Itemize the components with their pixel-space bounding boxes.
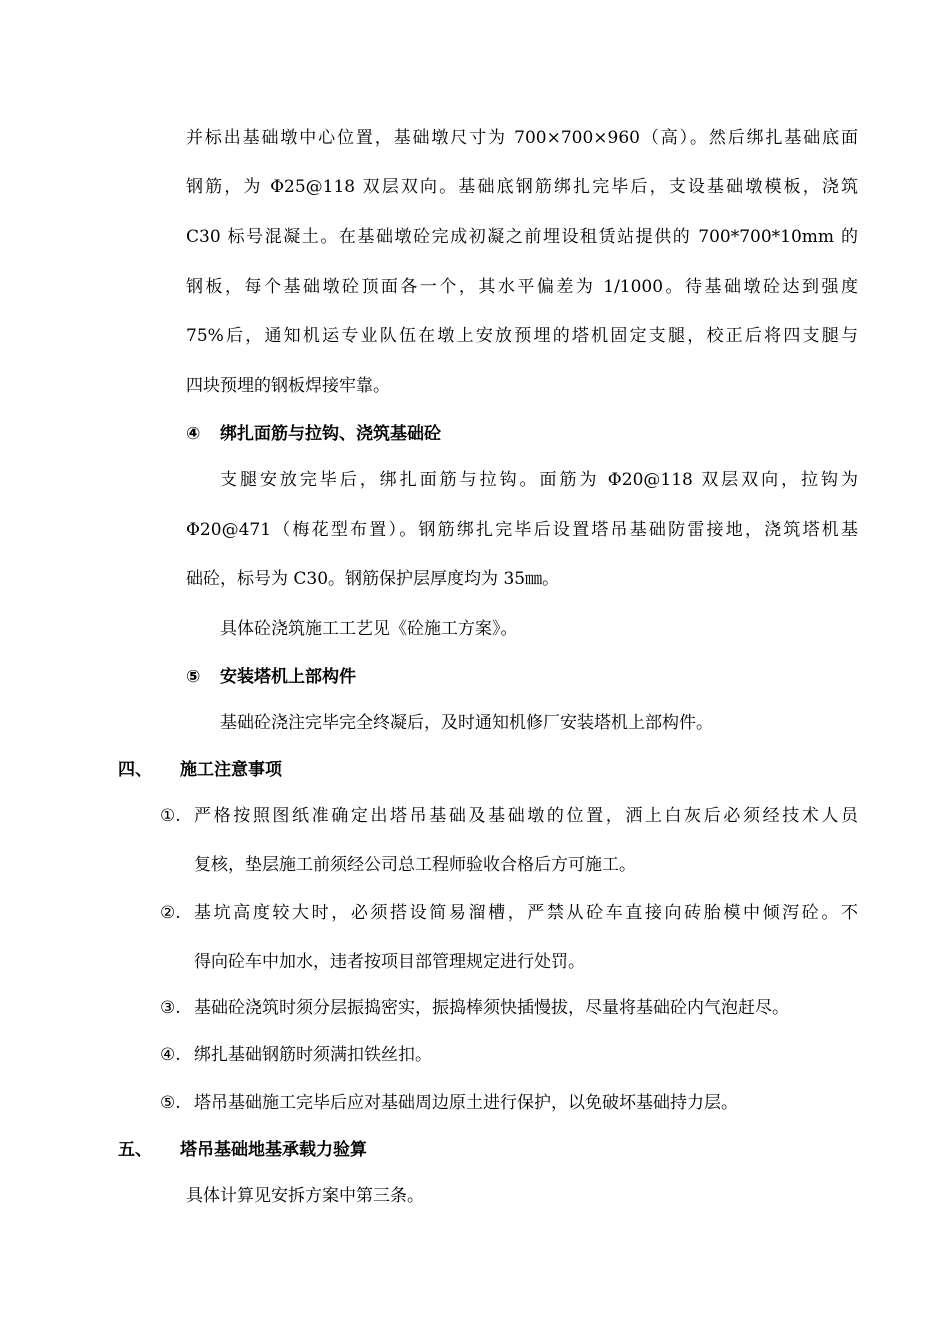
step-heading (186, 422, 441, 446)
list-item-line: 复核，垫层施工前须经公司总工程师验收合格后方可施工。 (194, 855, 636, 875)
section-title: 施工注意事项 (180, 760, 282, 780)
paragraph-line: C30 标号混凝土。在基础墩砼完成初凝之前埋设租赁站提供的 700*700*10mm 的 (186, 227, 858, 247)
paragraph-note: 具体砼浇筑施工工艺见《砼施工方案》。 (220, 619, 518, 639)
paragraph-line: 支腿安放完毕后，绑扎面筋与拉钩。面筋为 Φ20@118 双层双向，拉钩为 (220, 470, 858, 490)
step-marker: ④ (186, 424, 201, 444)
paragraph-line: 钢板，每个基础墩砼顶面各一个，其水平偏差为 1/1000。待基础墩砼达到强度 (186, 277, 858, 297)
section-number: 四、 (118, 760, 152, 780)
paragraph-line: 并标出基础墩中心位置，基础墩尺寸为 700×700×960（高）。然后绑扎基础底面 (186, 128, 858, 148)
list-item-line: 得向砼车中加水，违者按项目部管理规定进行处罚。 (194, 952, 585, 972)
list-item-marker: ①. (160, 806, 181, 826)
step-heading (186, 665, 356, 689)
section-heading (118, 758, 282, 782)
list-item-line: 塔吊基础施工完毕后应对基础周边原土进行保护，以免破坏基础持力层。 (194, 1093, 738, 1113)
paragraph-line: 钢筋，为 Φ25@118 双层双向。基础底钢筋绑扎完毕后，支设基础墩模板，浇筑 (186, 177, 858, 197)
paragraph-line: 具体计算见安拆方案中第三条。 (186, 1186, 424, 1206)
list-item-line: 严格按照图纸准确定出塔吊基础及基础墩的位置，洒上白灰后必须经技术人员 (194, 806, 858, 826)
list-item-marker: ④. (160, 1045, 181, 1065)
list-item-marker: ⑤. (160, 1093, 181, 1113)
paragraph-line: 四块预埋的钢板焊接牢靠。 (186, 376, 390, 396)
section-title: 塔吊基础地基承载力验算 (180, 1140, 367, 1160)
paragraph-line: Φ20@471（梅花型布置）。钢筋绑扎完毕后设置塔吊基础防雷接地，浇筑塔机基 (186, 520, 858, 540)
step-title: 安装塔机上部构件 (220, 667, 356, 687)
list-item-line: 绑扎基础钢筋时须满扣铁丝扣。 (194, 1045, 432, 1065)
step-title: 绑扎面筋与拉钩、浇筑基础砼 (220, 424, 441, 444)
paragraph-line: 75%后，通知机运专业队伍在墩上安放预埋的塔机固定支腿，校正后将四支腿与 (186, 326, 858, 346)
list-item-marker: ③. (160, 998, 181, 1018)
step-marker: ⑤ (186, 667, 201, 687)
list-item-line: 基础砼浇筑时须分层振捣密实，振捣棒须快插慢拔，尽量将基础砼内气泡赶尽。 (194, 998, 789, 1018)
section-heading (118, 1138, 367, 1162)
list-item-marker: ②. (160, 903, 181, 923)
paragraph-line: 基础砼浇注完毕完全终凝后，及时通知机修厂安装塔机上部构件。 (220, 713, 713, 733)
section-number: 五、 (118, 1140, 152, 1160)
paragraph-line: 础砼，标号为 C30。钢筋保护层厚度均为 35㎜。 (186, 569, 560, 589)
list-item-line: 基坑高度较大时，必须搭设简易溜槽，严禁从砼车直接向砖胎模中倾泻砼。不 (194, 903, 858, 923)
